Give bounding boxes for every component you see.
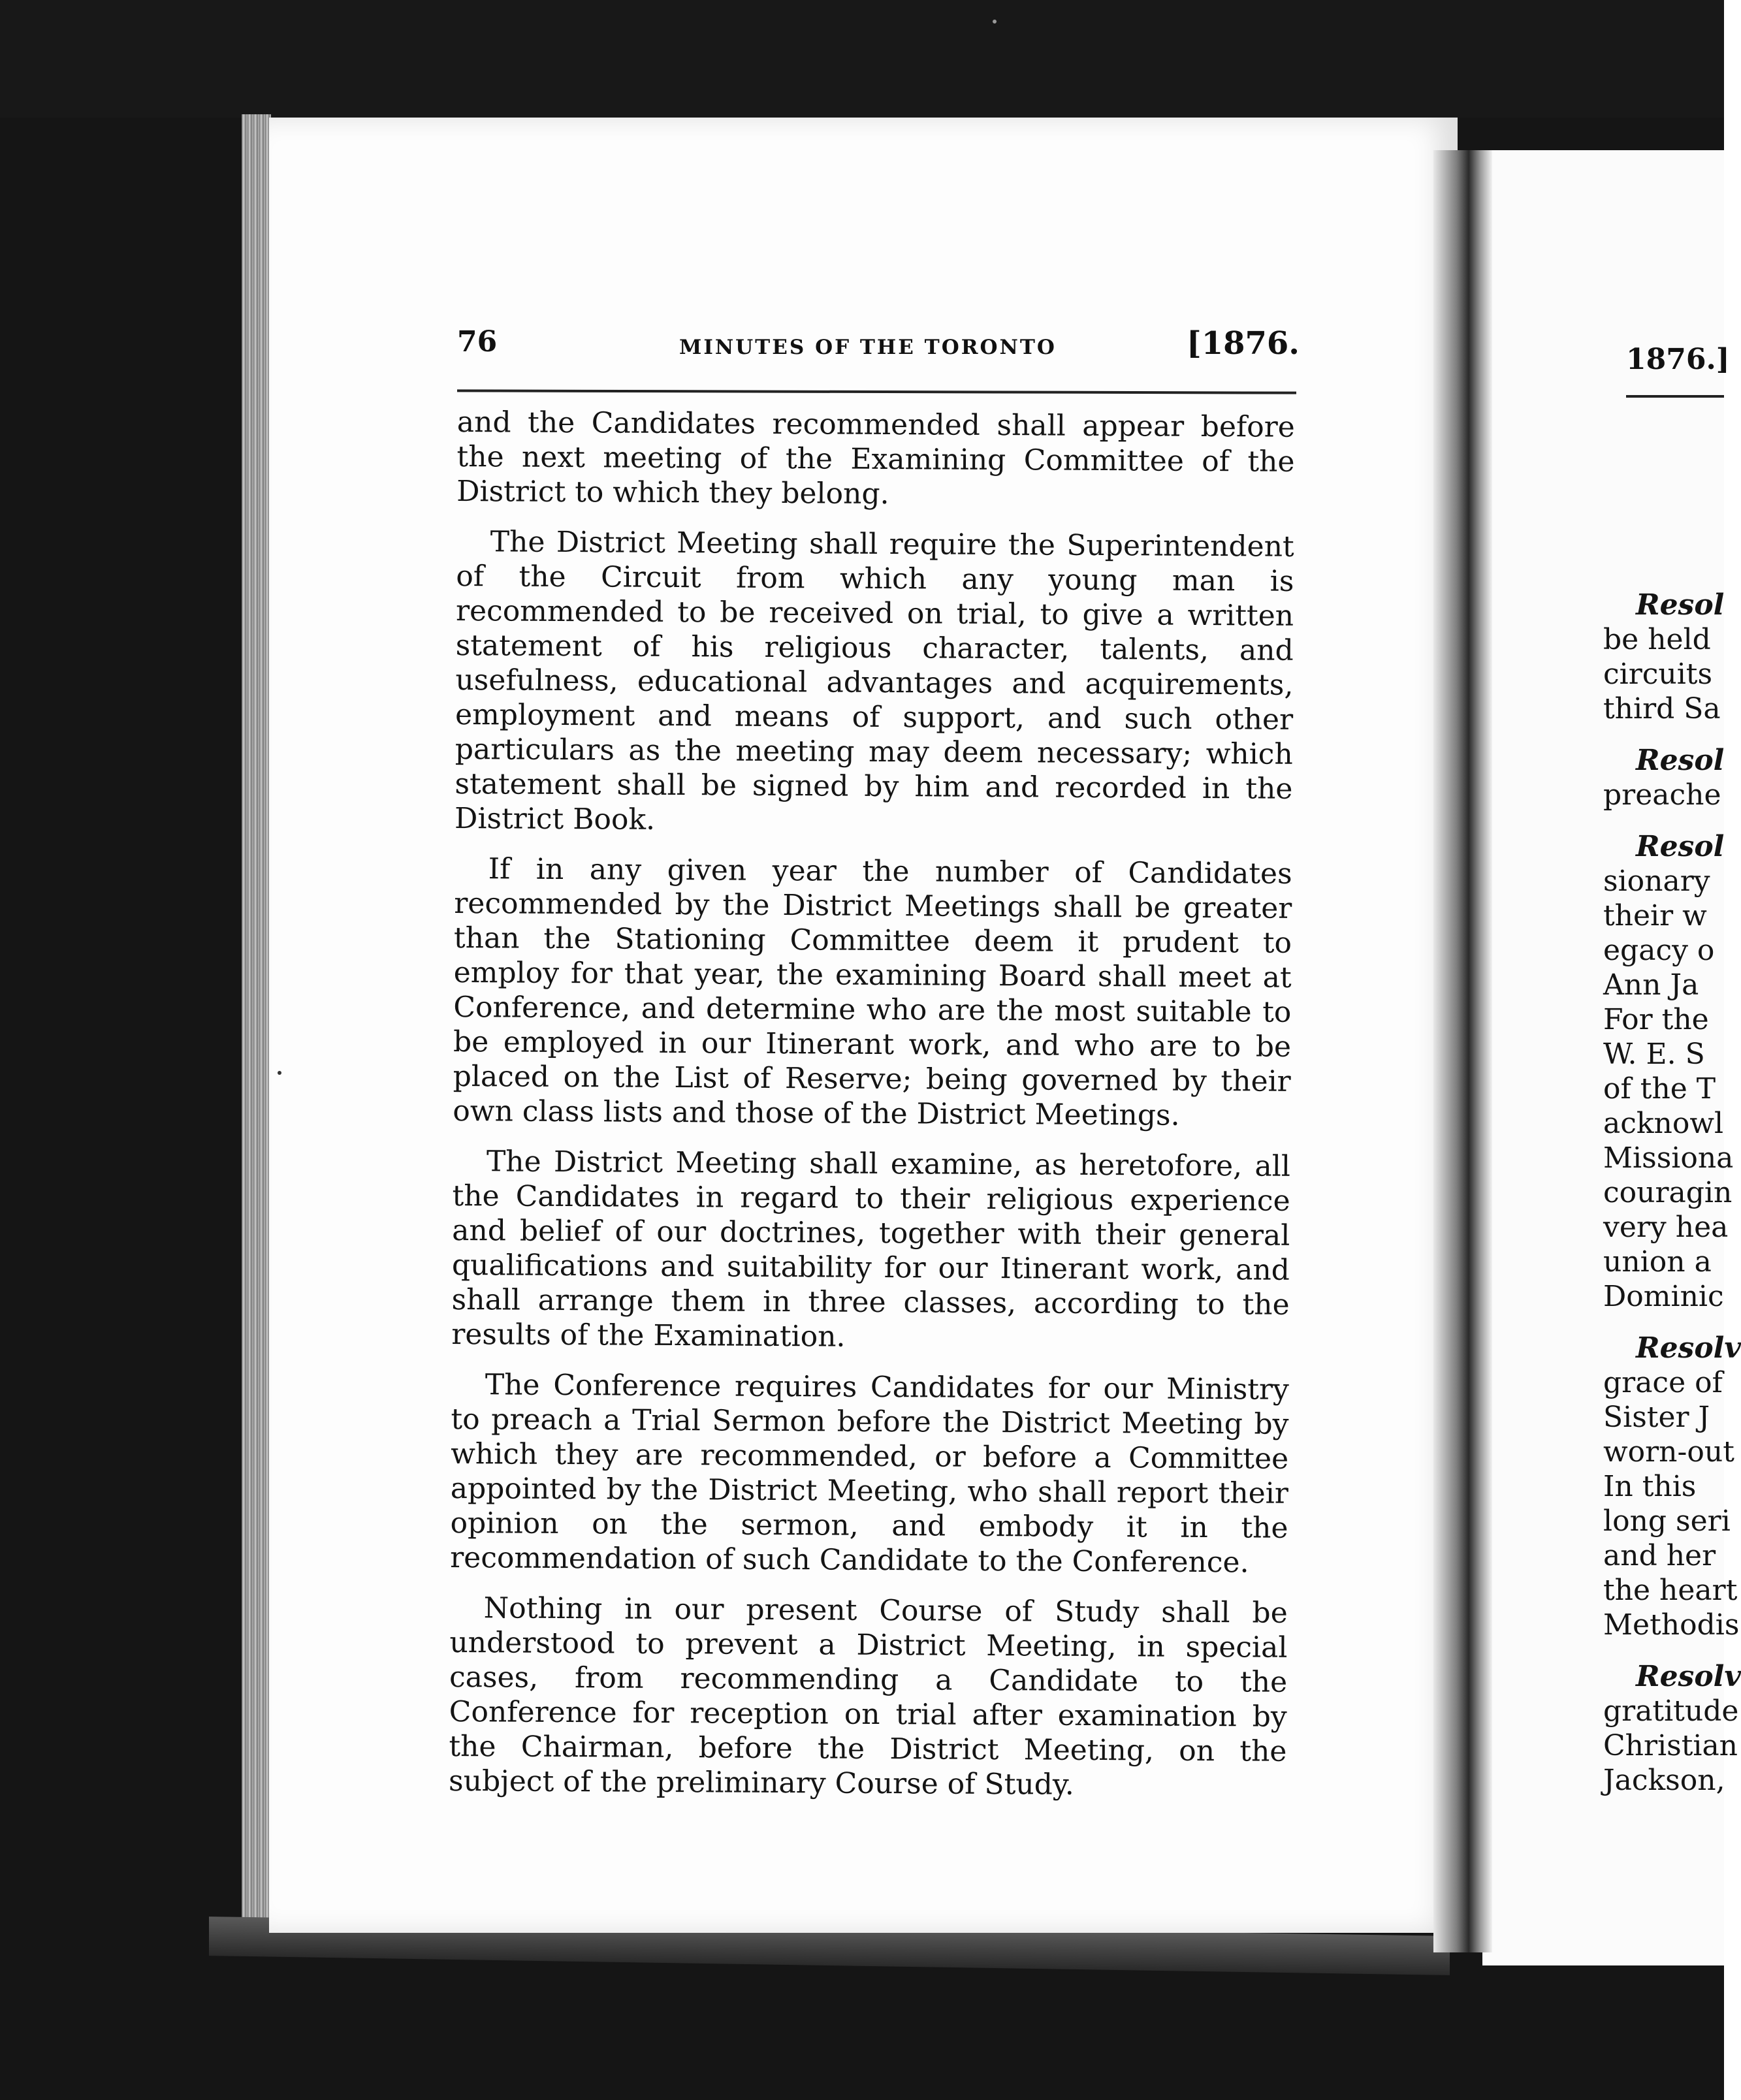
right-fragment-line: In this xyxy=(1603,1470,1697,1503)
paragraph: If in any given year the number of Candidates recommended by the District Meetings shall be greater than the Stationing Committee deem it prudent to employ for that year, the examining Board shall meet at Conference, and determine who are the most suitable to be employed in our Itinerant work, and who are to be placed on the List of Reserve; being governed by their own class lists and those of the District Meetings. xyxy=(453,852,1292,1132)
book-gutter xyxy=(1433,150,1492,1952)
right-fragment-line: the heart xyxy=(1603,1574,1738,1607)
right-header-rule xyxy=(1626,395,1724,398)
right-fragment-line: and her xyxy=(1603,1539,1716,1572)
right-fragment-line: long seri xyxy=(1603,1504,1731,1538)
right-fragment-line: W. E. S xyxy=(1603,1038,1705,1071)
right-fragment-line: Jackson, xyxy=(1603,1764,1725,1797)
right-fragment-line: Ann Ja xyxy=(1603,968,1699,1002)
right-fragment-line: very hea xyxy=(1603,1211,1729,1244)
ink-speck xyxy=(278,1071,281,1075)
dust-speck xyxy=(993,20,997,24)
running-head xyxy=(457,325,1300,364)
right-fragment-line: couragin xyxy=(1603,1176,1733,1209)
right-fragment-line: their w xyxy=(1603,899,1707,932)
paragraph: The Conference requires Candidates for our Ministry to preach a Trial Sermon before the District Meeting by which they are recommended, or before a Committee appointed by the District Meeting, who shall report their opinion on the sermon, and embody it in the recommendation of such Candidate to the Conference. xyxy=(450,1368,1289,1580)
right-fragment-line: acknowl xyxy=(1603,1107,1724,1140)
right-page-text-fragments xyxy=(1603,588,1741,1798)
right-fragment-line: grace of xyxy=(1603,1366,1723,1399)
right-fragment-line: Resol xyxy=(1636,588,1725,622)
right-fragment-line: be held xyxy=(1603,623,1711,656)
right-fragment-line: sionary xyxy=(1603,865,1710,898)
paragraph-gap xyxy=(1603,1642,1724,1659)
right-fragment-line: For the xyxy=(1603,1003,1709,1036)
right-fragment-line: Methodis xyxy=(1603,1608,1740,1642)
book-fore-edge xyxy=(242,114,271,1936)
right-fragment-line: Resol xyxy=(1636,744,1725,777)
right-fragment-line: Resolv xyxy=(1636,1331,1741,1365)
header-year: [1876. xyxy=(1186,325,1300,362)
right-page-header-year: 1876.] xyxy=(1626,343,1730,376)
right-fragment-line: circuits xyxy=(1603,658,1713,691)
paragraph: The District Meeting shall require the Superintendent of the Circuit from which any young man is recommended to be received on trial, to give a written statement of his religious character, talents, and usefulness, educational advantages and acquirements, employment and means of support, and such other particulars as the meeting may deem necessary; which statement shall be signed by him and recorded in the District Book. xyxy=(454,525,1294,836)
header-title: MINUTES OF THE TORONTO xyxy=(679,336,1057,359)
right-fragment-line: of the T xyxy=(1603,1072,1716,1106)
right-fragment-line: third Sa xyxy=(1603,692,1721,725)
paragraph: The District Meeting shall examine, as heretofore, all the Candidates in regard to their religious experience and belief of our doctrines, together with their general qualifications and suitability for our Itinerant work, and shall arrange them in three classes, according to the results of the Examination. xyxy=(451,1145,1291,1354)
paragraph-gap xyxy=(1603,726,1724,743)
right-fragment-line: preache xyxy=(1603,778,1721,812)
right-fragment-line: Christian xyxy=(1603,1729,1738,1762)
paragraph: and the Candidates recommended shall appear before the next meeting of the Examining Committee of the District to which they belong. xyxy=(456,406,1295,511)
right-fragment-line: Resol xyxy=(1636,830,1725,863)
right-fragment-line: gratitude xyxy=(1603,1694,1739,1728)
right-fragment-line: Sister J xyxy=(1603,1401,1710,1434)
scanner-top-margin xyxy=(0,0,1724,118)
paragraph-gap xyxy=(1603,812,1724,829)
right-fragment-line: egacy o xyxy=(1603,934,1715,967)
right-fragment-line: Resolv xyxy=(1636,1660,1741,1693)
page-number: 76 xyxy=(457,325,498,358)
right-fragment-line: Missiona xyxy=(1603,1141,1734,1175)
body-text xyxy=(449,405,1295,1819)
paragraph-gap xyxy=(1603,1314,1724,1331)
paragraph: Nothing in our present Course of Study shall be understood to prevent a District Meeting, in special cases, from recommending a Candidate to the Conference for reception on trial after examination by the Chairman, before the District Meeting, on the subject of the preliminary Course of Study. xyxy=(448,1591,1288,1802)
right-fragment-line: worn-out xyxy=(1603,1435,1734,1469)
right-fragment-line: union a xyxy=(1603,1245,1712,1279)
right-fragment-line: Dominic xyxy=(1603,1280,1724,1313)
